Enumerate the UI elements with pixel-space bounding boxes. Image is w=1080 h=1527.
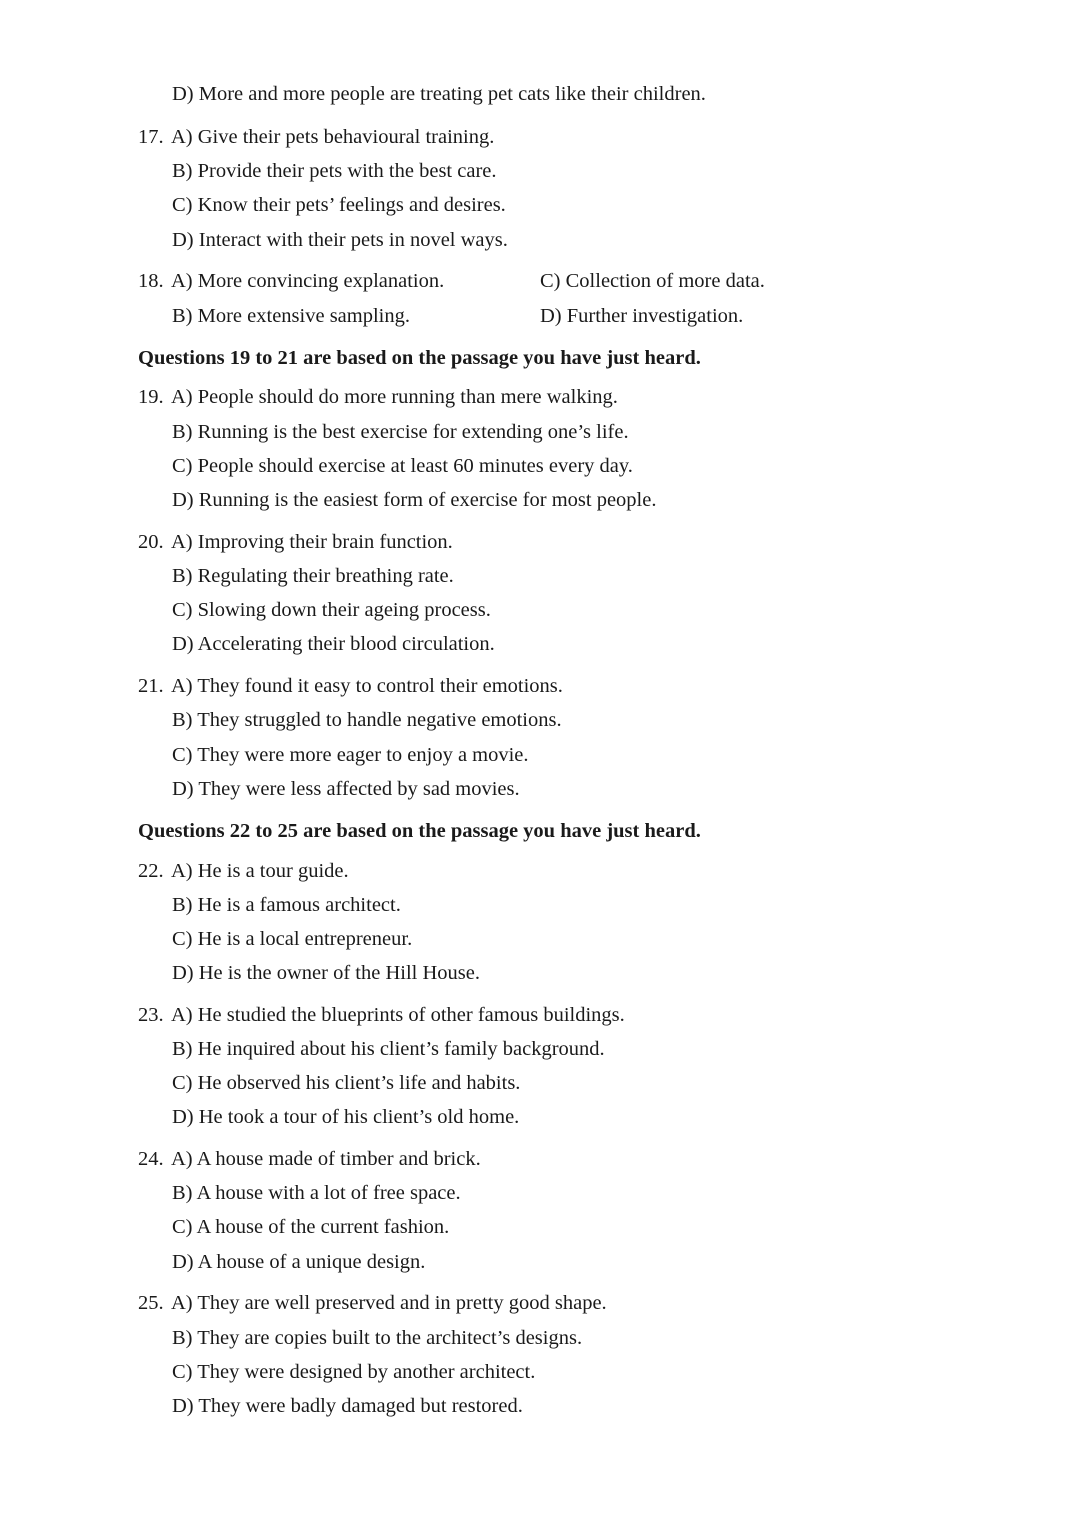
section-heading: Questions 22 to 25 are based on the passage you have just heard. [138, 820, 701, 842]
question-number: 20. [138, 531, 164, 553]
option-25-a: A) They are well preserved and in pretty good shape. [171, 1292, 607, 1314]
option-22-c: C) He is a local entrepreneur. [172, 928, 413, 950]
option-25-b: B) They are copies built to the architect’s designs. [172, 1327, 583, 1349]
option-19-a: A) People should do more running than mere walking. [171, 386, 618, 408]
option-20-b: B) Regulating their breathing rate. [172, 565, 454, 587]
question-19 [138, 385, 618, 409]
option-23-b: B) He inquired about his client’s family background. [172, 1038, 605, 1060]
question-number: 19. [138, 386, 164, 408]
option-23-a: A) He studied the blueprints of other famous buildings. [171, 1004, 625, 1026]
option-20-d: D) Accelerating their blood circulation. [172, 633, 495, 655]
option-17-d: D) Interact with their pets in novel ways. [172, 229, 508, 251]
question-number: 22. [138, 860, 164, 882]
option-24-a: A) A house made of timber and brick. [171, 1148, 481, 1170]
option-18-d: D) Further investigation. [540, 305, 744, 327]
question-22 [138, 859, 349, 883]
option-21-a: A) They found it easy to control their emotions. [171, 675, 563, 697]
option-23-c: C) He observed his client’s life and habits. [172, 1072, 521, 1094]
question-23 [138, 1003, 625, 1027]
option-22-a: A) He is a tour guide. [171, 860, 349, 882]
option-21-d: D) They were less affected by sad movies. [172, 778, 520, 800]
option-16-d: D) More and more people are treating pet cats like their children. [172, 83, 706, 105]
option-22-b: B) He is a famous architect. [172, 894, 401, 916]
option-24-d: D) A house of a unique design. [172, 1251, 426, 1273]
option-17-c: C) Know their pets’ feelings and desires. [172, 194, 506, 216]
option-25-d: D) They were badly damaged but restored. [172, 1395, 523, 1417]
question-number: 21. [138, 675, 164, 697]
question-number: 24. [138, 1148, 164, 1170]
question-20 [138, 530, 453, 554]
question-number: 25. [138, 1292, 164, 1314]
option-23-d: D) He took a tour of his client’s old home. [172, 1106, 520, 1128]
question-21 [138, 674, 563, 698]
option-21-b: B) They struggled to handle negative emotions. [172, 709, 562, 731]
question-24 [138, 1147, 481, 1171]
option-17-b: B) Provide their pets with the best care. [172, 160, 497, 182]
question-number: 17. [138, 126, 164, 148]
question-number: 23. [138, 1004, 164, 1026]
question-18 [138, 269, 444, 293]
question-25 [138, 1291, 607, 1315]
question-17 [138, 125, 494, 149]
question-number: 18. [138, 270, 164, 292]
option-18-a: A) More convincing explanation. [171, 270, 445, 292]
option-19-d: D) Running is the easiest form of exercise for most people. [172, 489, 657, 511]
option-24-b: B) A house with a lot of free space. [172, 1182, 461, 1204]
option-22-d: D) He is the owner of the Hill House. [172, 962, 481, 984]
option-19-b: B) Running is the best exercise for extending one’s life. [172, 421, 629, 443]
option-21-c: C) They were more eager to enjoy a movie. [172, 744, 529, 766]
option-20-c: C) Slowing down their ageing process. [172, 599, 491, 621]
option-25-c: C) They were designed by another architect. [172, 1361, 536, 1383]
option-24-c: C) A house of the current fashion. [172, 1216, 450, 1238]
section-heading: Questions 19 to 21 are based on the passage you have just heard. [138, 347, 701, 369]
option-20-a: A) Improving their brain function. [171, 531, 453, 553]
option-19-c: C) People should exercise at least 60 minutes every day. [172, 455, 633, 477]
option-17-a: A) Give their pets behavioural training. [171, 126, 495, 148]
option-18-c: C) Collection of more data. [540, 270, 765, 292]
option-18-b: B) More extensive sampling. [172, 305, 410, 327]
